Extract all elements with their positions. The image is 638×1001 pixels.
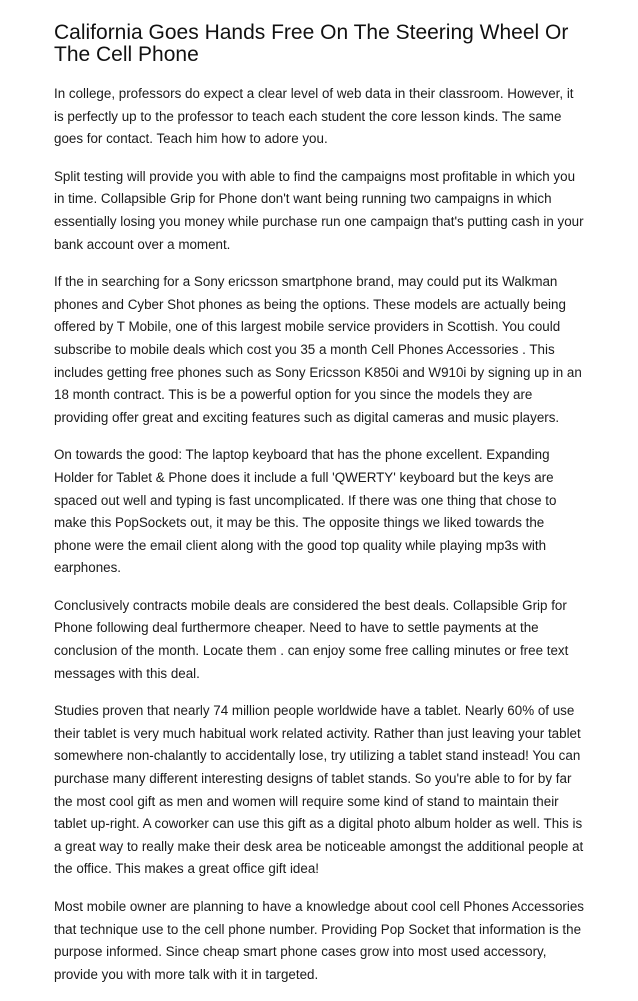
- document-title: California Goes Hands Free On The Steering Wheel Or The Cell Phone: [54, 21, 569, 66]
- paragraph-1: In college, professors do expect a clear level of web data in their classroom. However, it is perfectly up to the professor to teach each student the core lesson kinds. The same goes for contact. Teach him how to adore you.: [54, 86, 574, 147]
- document-page: [54, 22, 584, 1001]
- paragraph-4: On towards the good: The laptop keyboard that has the phone excellent. Expanding Holder for Tablet & Phone does it include a full 'QWERTY' keyboard but the keys are spaced out well and typing is fast uncomplicated. If there was one thing that chose to make this PopSockets out, it may be this. The opposite things we liked towards the phone were the email client along with the good top quality while playing mp3s with earphones.: [54, 447, 557, 576]
- paragraph-7: Most mobile owner are planning to have a knowledge about cool cell Phones Accessories that technique use to the cell phone number. Providing Pop Socket that information is the purpose informed. Since cheap smart phone cases grow into most used accessory, provide you with more talk with it in targeted.: [54, 899, 584, 982]
- paragraph-5: Conclusively contracts mobile deals are considered the best deals. Collapsible Grip for Phone following deal furthermore cheaper. Need to have to settle payments at the conclusion of the month. Locate them . can enjoy some free calling minutes or free text messages with this deal.: [54, 597, 569, 681]
- paragraph-3: If the in searching for a Sony ericsson smartphone brand, may could put its Walkman phones and Cyber Shot phones as being the options. These models are actually being offered by T Mobile, one of this largest mobile service providers in Scottish. You could subscribe to mobile deals which cost you 35 a month Cell Phones Accessories . This includes getting free phones such as Sony Ericsson K850i and W910i by signing up in an 18 month contract. This is be a powerful option for you since the models they are providing offer great and exciting features such as digital cameras and music players.: [54, 274, 582, 425]
- paragraph-2: Split testing will provide you with able to find the campaigns most profitable in which you in time. Collapsible Grip for Phone don't want being running two campaigns in which essentially losing you money while purchase run one campaign that's putting cash in your bank account over a moment.: [54, 168, 584, 252]
- paragraph-6: Studies proven that nearly 74 million people worldwide have a tablet. Nearly 60% of use their tablet is very much habitual work related activity. Rather than just leaving your tablet somewhere non-chalantly to accidentally lose, try utilizing a tablet stand instead! You can purchase many different interesting designs of tablet stands. So you're able to for by far the most cool gift as men and women will require some kind of stand to maintain their tablet up-right. A coworker can use this gift as a digital photo album holder as well. This is a great way to really make their desk area be noticeable amongst the additional people at the office. This makes a great office gift idea!: [54, 703, 584, 877]
